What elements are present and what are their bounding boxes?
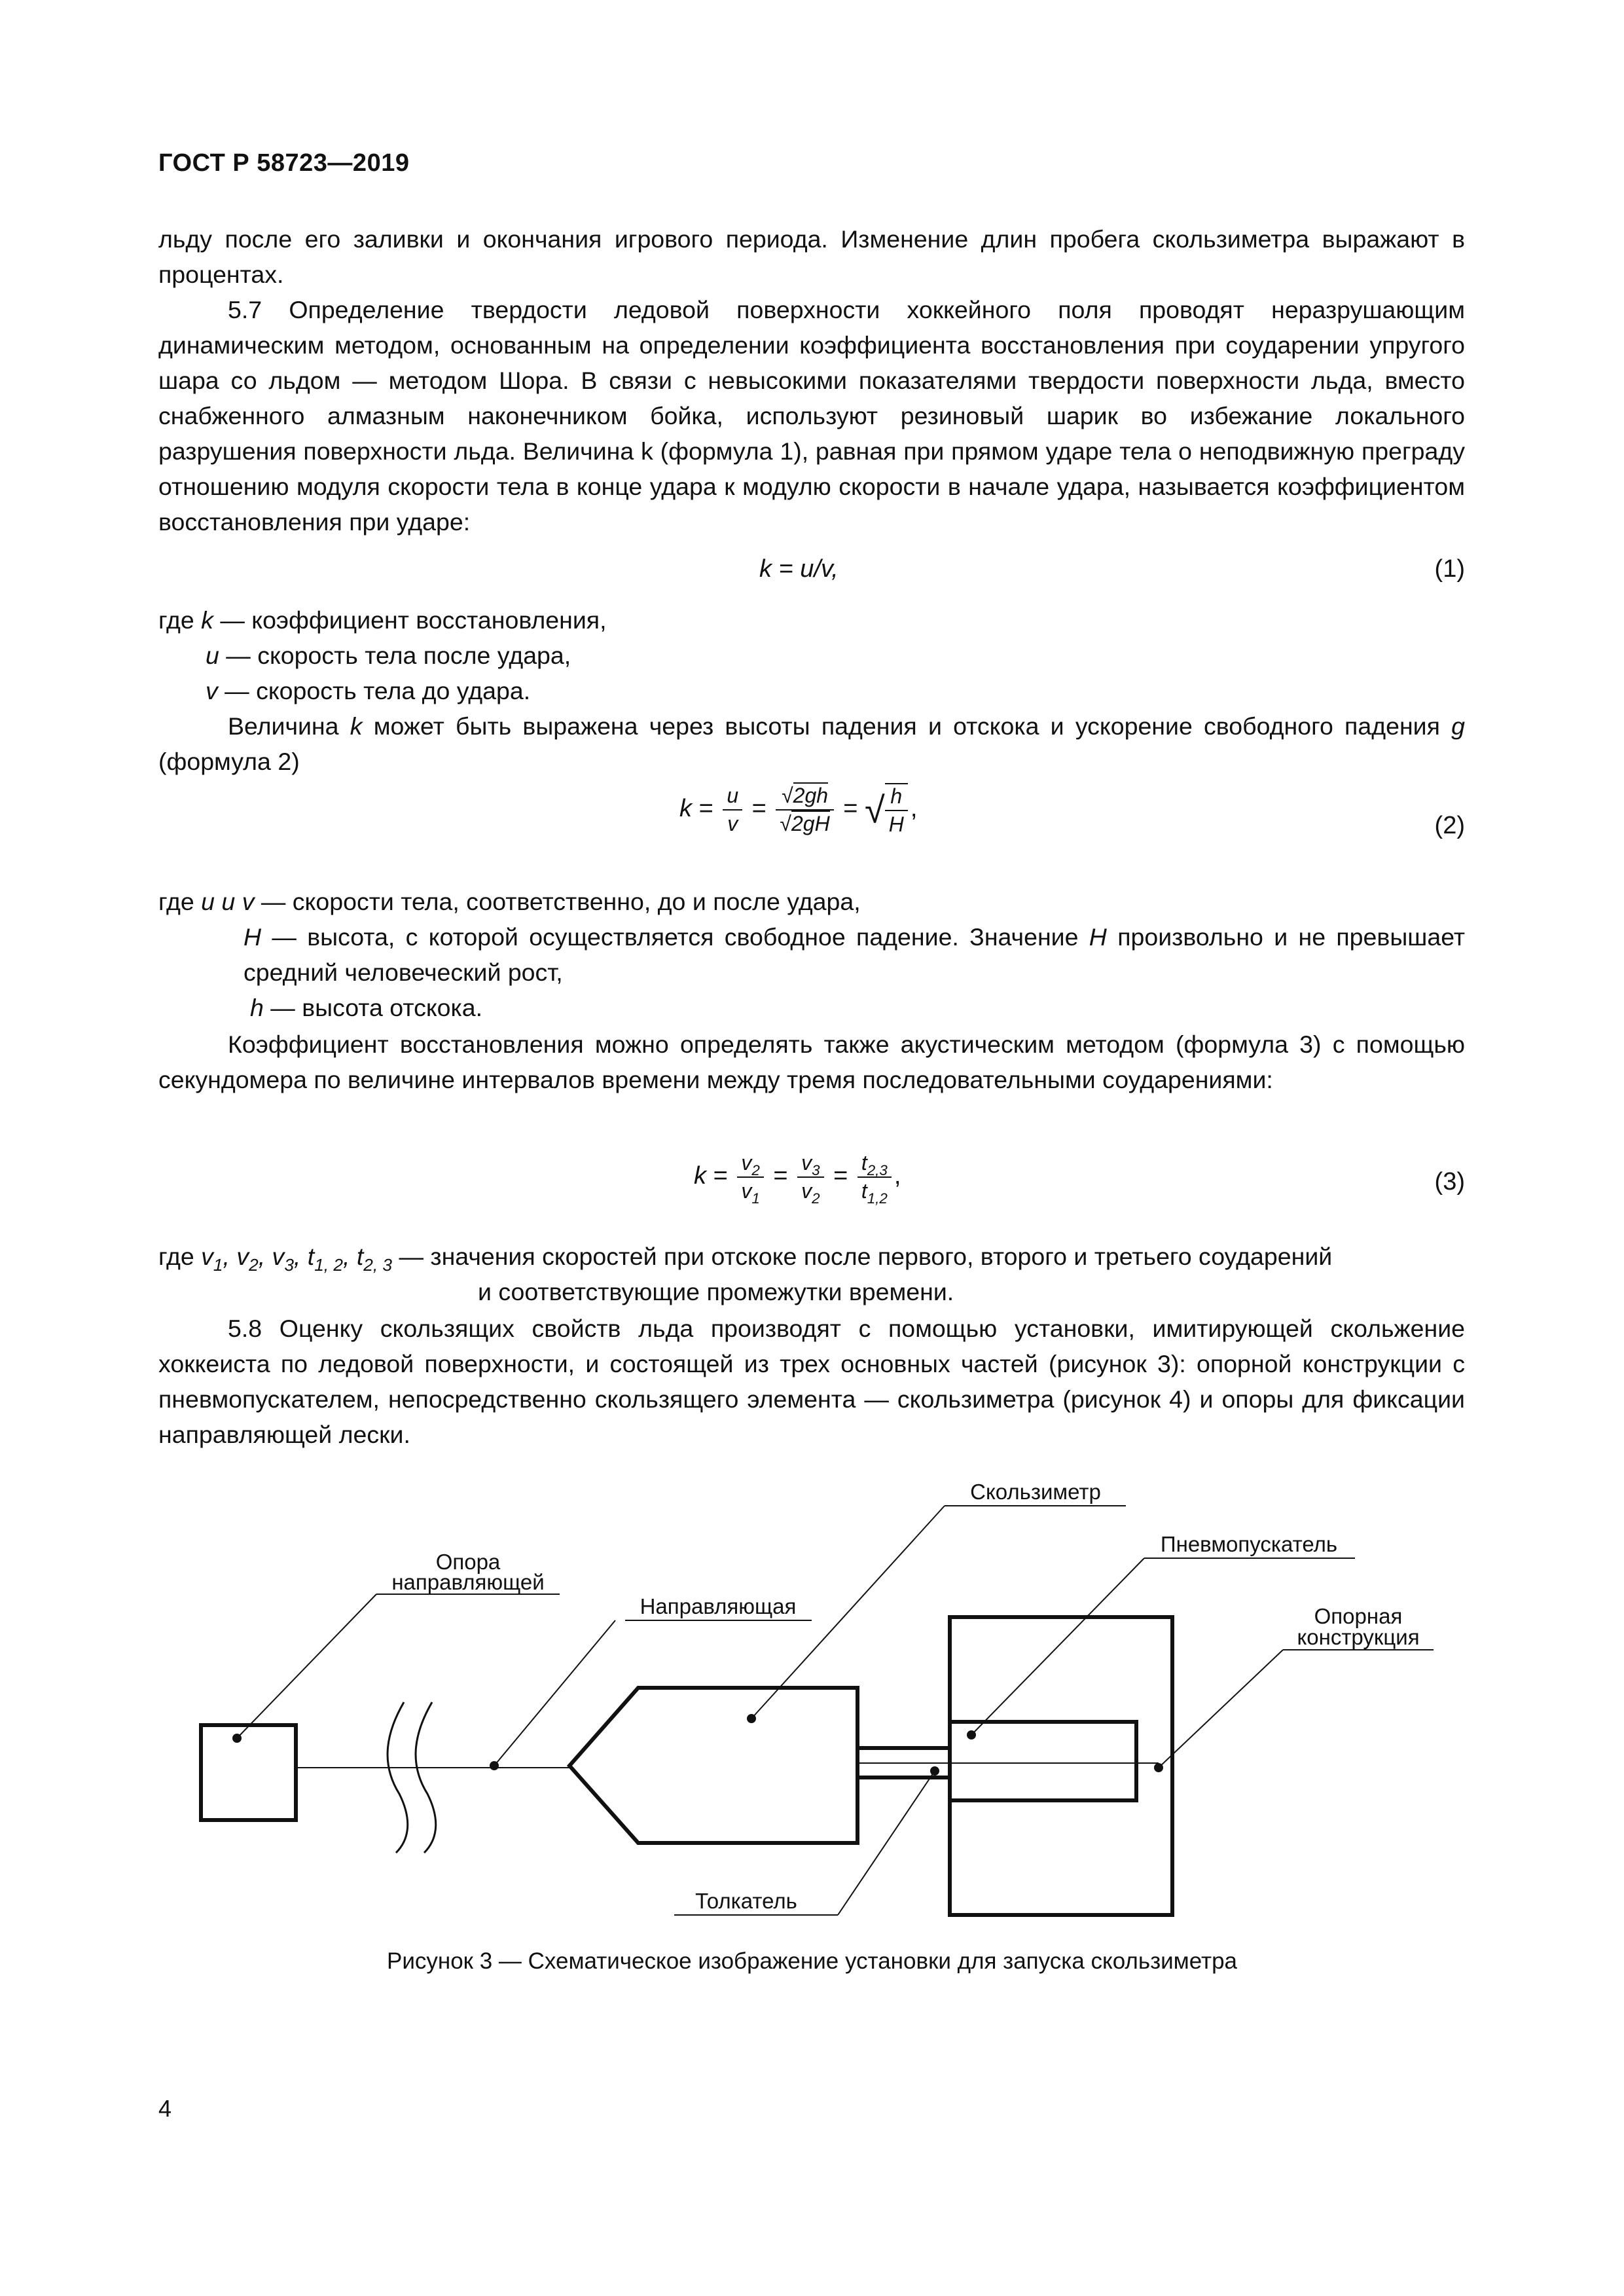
formula-1-number: (1) [1434, 555, 1465, 583]
figure-3-caption: Рисунок 3 — Схематическое изображение установки для запуска скользиметра [386, 1948, 1238, 1974]
support-structure [950, 1617, 1172, 1915]
label-opora-1: Опора [435, 1550, 501, 1574]
fraction-h-h: $\frac{h}{H}$ [885, 783, 908, 837]
support-box [201, 1725, 296, 1820]
where-list-2 [158, 884, 1465, 1025]
paragraph-velichina [158, 708, 1465, 779]
leader-dot [490, 1761, 499, 1770]
fraction-v3-v2: $\frac{v_3}{v_2}$ [797, 1151, 823, 1203]
where-list-1 [158, 602, 607, 708]
leader-dot [747, 1714, 756, 1723]
formula-2: k = $\frac{u}{v}$ = $\frac{√2gh}{√2gH}$ = √ $\frac{h}{H}$ , [679, 784, 918, 836]
page-number: 4 [158, 2095, 172, 2122]
fraction-v2-v1: $\frac{v_2}{v_1}$ [737, 1151, 763, 1203]
break-mark [388, 1702, 408, 1853]
label-skolzimetr: Скользиметр [970, 1480, 1101, 1504]
leader-line [971, 1558, 1144, 1735]
fraction-u-v: $\frac{u}{v}$ [723, 784, 742, 836]
paragraph-5-8 [158, 1311, 1465, 1452]
figure-3-diagram [0, 1440, 1624, 1938]
definition: — скорость тела до удара. [217, 677, 531, 704]
formula-2-number: (2) [1434, 812, 1465, 839]
fraction-sqrt: $\frac{√2gh}{√2gH}$ [776, 784, 833, 836]
where-row: где $v_1$, $v_2$, $v_3$, $t_{1, 2}$, $t_{2, 3}$ — значения скоростей при отскоке после первого, второго и третьего соударений [158, 1243, 1333, 1275]
definition: — коэффициент восстановления, [213, 606, 607, 634]
leader-dot [232, 1734, 242, 1743]
where-row: где u и v — скорости тела, соответственно, до и после удара, [158, 888, 861, 915]
label-opornaya-2: конструкция [1297, 1625, 1420, 1649]
label-napravlyayushchaya: Направляющая [640, 1594, 797, 1618]
paragraph-text: Коэффициент восстановления можно определять также акустическим методом (формула 3) с помощью секундомера по величине интервалов времени между тремя последовательными соударениями: [158, 1030, 1465, 1093]
paragraph-acoustic [158, 1027, 1465, 1097]
symbol: v [206, 677, 218, 704]
where-row [158, 638, 607, 673]
label-opornaya-1: Опорная [1314, 1604, 1403, 1628]
where-row: и соответствующие промежутки времени. [478, 1278, 954, 1305]
leader-line [1159, 1650, 1283, 1768]
paragraph-text: 5.8 Оценку скользящих свойств льда производят с помощью установки, имитирующей скольжение хоккеиста по ледовой поверхности, и состоящей из трех основных частей (рисунок 3): опорной конструкции с пневмопускателем, непосредственно скользящего элемента — скользиметра (рисунок 4) и опоры для фиксации направляющей лески. [158, 1315, 1465, 1448]
where-lead: где [158, 606, 194, 634]
leader-dot [967, 1730, 976, 1740]
where-list-3 [158, 1239, 1465, 1309]
paragraph-text: льду после его заливки и окончания игрового периода. Изменение длин пробега скользиметра выражают в процентах. [158, 225, 1465, 288]
where-row [158, 673, 607, 708]
leader-dot [930, 1766, 939, 1776]
paragraph-continuation [158, 221, 1465, 292]
leader-line [237, 1594, 376, 1738]
pneumatic-launcher [950, 1722, 1136, 1800]
paragraph-text: 5.7 Определение твердости ледовой поверхности хоккейного поля проводят неразрушающим динамическим методом, основанным на определении коэффициента восстановления при соударении упругого шара со льдом — методом Шора. В связи с невысокими показателями твердости поверхности льда, вместо снабженного алмазным наконечником бойка, используют резиновый шарик во избежание локального разрушения поверхности льда. Величина k (формула 1), равная при прямом ударе тела о неподвижную преграду отношению модуля скорости тела в конце удара к модулю скорости в начале удара, называется коэффициентом восстановления при ударе: [158, 296, 1465, 536]
where-row: h — высота отскока. [250, 994, 483, 1021]
formula-3-number: (3) [1434, 1168, 1465, 1195]
formula-lhs: k [679, 795, 692, 823]
formula-1: k = u/v, [759, 555, 839, 583]
standard-header: ГОСТ Р 58723—2019 [158, 149, 410, 177]
label-opora-2: направляющей [391, 1570, 545, 1594]
slider-body [569, 1688, 857, 1843]
symbol: k [201, 606, 213, 634]
formula-3: k = $\frac{v_2}{v_1}$ = $\frac{v_3}{v_2}$ = $\frac{t_{2,3}}{t_{1,2}}$ , [694, 1151, 901, 1207]
where-row: H — высота, с которой осуществляется свободное падение. Значение H произвольно и не превышает средний человеческий рост, [244, 923, 1465, 986]
where-row [158, 602, 607, 638]
label-tolkatel: Толкатель [695, 1889, 797, 1913]
break-mark [416, 1702, 436, 1853]
leader-dot [1154, 1763, 1163, 1772]
fraction-t23-t12: $\frac{t_{2,3}}{t_{1,2}}$ [857, 1151, 892, 1203]
definition: — скорость тела после удара, [219, 642, 571, 669]
leader-line [494, 1620, 615, 1766]
symbol: u [206, 642, 219, 669]
label-pnevmopuskatel: Пневмопускатель [1160, 1532, 1338, 1556]
paragraph-5-7 [158, 292, 1465, 539]
paragraph-text: Величина k может быть выражена через высоты падения и отскока и ускорение свободного падения g (формула 2) [158, 712, 1465, 775]
